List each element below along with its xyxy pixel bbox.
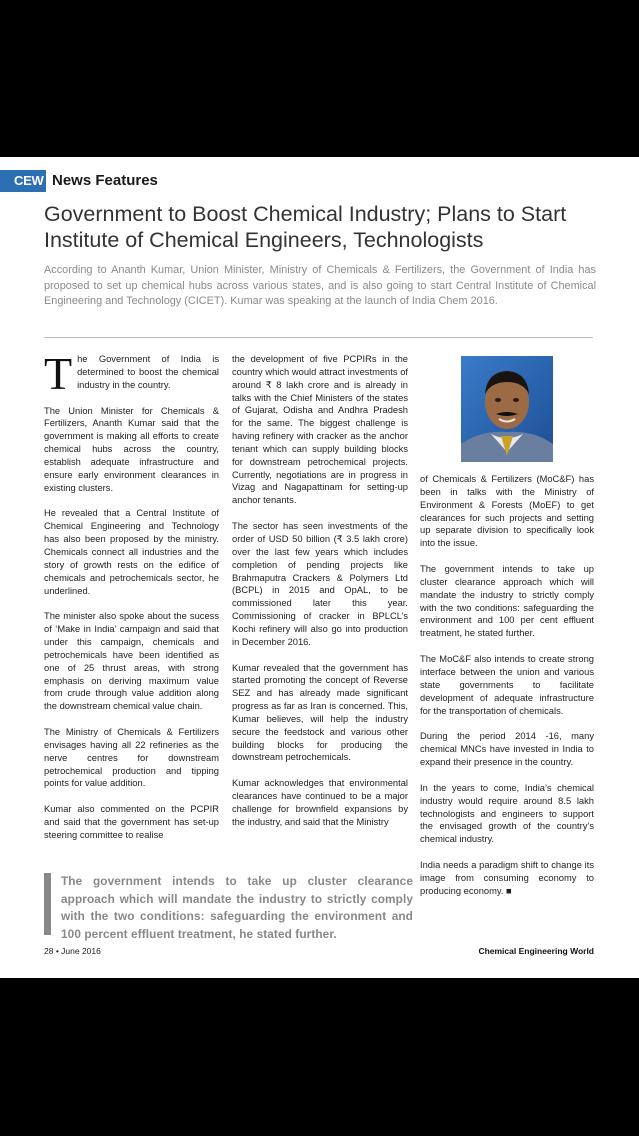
page-info: 28 • June 2016 [44, 946, 101, 956]
paragraph: The Union Minister for Chemicals & Fertilizers, Ananth Kumar said that the government is making all efforts to create chemical hubs across the country, establish adequate infrastructure and ensure early environment clearances in existing clusters. [44, 405, 219, 493]
pull-quote-text: The government intends to take up cluster clearance approach which will mandate the industry to strictly comply with the two conditions: safeguarding the environment and 100 percent effluent treatment, he stated further. [61, 874, 413, 941]
divider [44, 337, 593, 338]
paragraph: Kumar revealed that the government has started promoting the concept of Reverse SEZ and has already made significant progress as far as Iran is concerned. This, Kumar believes, will help the industry secure the feedstock and various other building blocks for producing the downstream petrochemicals. [232, 662, 408, 763]
section-title: News Features [52, 172, 158, 189]
magazine-page [0, 157, 639, 978]
pull-quote [44, 873, 413, 941]
paragraph: the development of five PCPIRs in the country which would attract investments of around ₹ 8 lakh crore and is already in talks with the Chief Ministers of the states of Gujarat, Odisha and Andhra Pradesh for the same. The biggest challenge is having refinery with cracker as the anchor tenant which can supply building blocks for downstream petrochemical projects. Currently, negotiations are in progress in Vizag and Nagapattinam for setting-up anchor tenants. [232, 354, 408, 506]
publication-name: Chemical Engineering World [478, 946, 594, 956]
paragraph: The MoC&F also intends to create strong interface between the union and various state governments to facilitate development of adequate infrastructure for the transportation of chemicals. [420, 654, 594, 716]
cew-tag: CEW [0, 170, 46, 192]
paragraph: Kumar also commented on the PCPIR and said that the government has set-up steering committee to realise [44, 804, 219, 840]
paragraph: The minister also spoke about the sucess of ‘Make in India’ campaign and said that under this campaign, chemicals and petrochemicals have been identified as one of 25 thrust areas, with strong emphasis on deriving maximum value from crude through value addition along the downstream chemical value chain. [44, 611, 219, 712]
paragraph: The Government of India is determined to boost the chemical industry in the country. [44, 348, 219, 399]
article-headline: Government to Boost Chemical Industry; Plans to Start Institute of Chemical Engineers, Technologists [44, 202, 567, 252]
paragraph: Kumar acknowledges that environmental clearances have continued to be a major challenge for brownfield expansions by the industry, and said that the Ministry [232, 778, 408, 827]
minister-photo [461, 356, 553, 462]
paragraph: In the years to come, India’s chemical industry would require around 8.5 lakh technologists and engineers to support the envisaged growth of the country’s chemical industry. [420, 782, 594, 845]
column-3 [420, 473, 594, 911]
paragraph: of Chemicals & Fertilizers (MoC&F) has been in talks with the Ministry of Environment & Forests (MoEF) to get clearances for such projects and setting up separate division to specifically look into the issue. [420, 474, 594, 549]
paragraph: During the period 2014 -16, many chemical MNCs have invested in India to expand their presence in the country. [420, 731, 594, 768]
column-1 [44, 348, 219, 855]
paragraph: India needs a paradigm shift to change its image from consuming economy to producing economy. ■ [420, 860, 594, 896]
paragraph: The sector has seen investments of the order of USD 50 billion (₹ 3.5 lakh crore) over the last few years which includes completion of pending projects like Brahmaputra Crackers & Polymers Ltd (BCPL) in 2015 and OpAL, to be commissioned later this year. Commissioning of cracker in BPLCL’s Kochi refinery will also go into production in December 2016. [232, 521, 408, 647]
paragraph: He revealed that a Central Institute of Chemical Engineering and Technology has also been proposed by the ministry. Chemicals connect all industries and the story of growth rests on the edifice of chemicals and petrochemicals sector, he underlined. [44, 508, 219, 596]
article-standfirst: According to Ananth Kumar, Union Minister, Ministry of Chemicals & Fertilizers, the Government of India has proposed to set up chemical hubs across various states, and is also going to start Central Institute of Chemical Engineering and Technology (CICET). Kumar was speaking at the launch of India Chem 2016. [44, 264, 596, 307]
pull-quote-bar [44, 873, 51, 935]
paragraph: The Ministry of Chemicals & Fertilizers envisages having all 22 refineries as the nerve centres for downstream petrochemical production and tipping points for value addition. [44, 727, 219, 789]
paragraph: The government intends to take up cluster clearance approach which will mandate the industry to strictly comply with the two conditions: safeguarding the environment and 100 per cent effluent treatment, he stated further. [420, 564, 594, 639]
drop-cap: T [44, 348, 73, 399]
column-2 [232, 353, 408, 842]
